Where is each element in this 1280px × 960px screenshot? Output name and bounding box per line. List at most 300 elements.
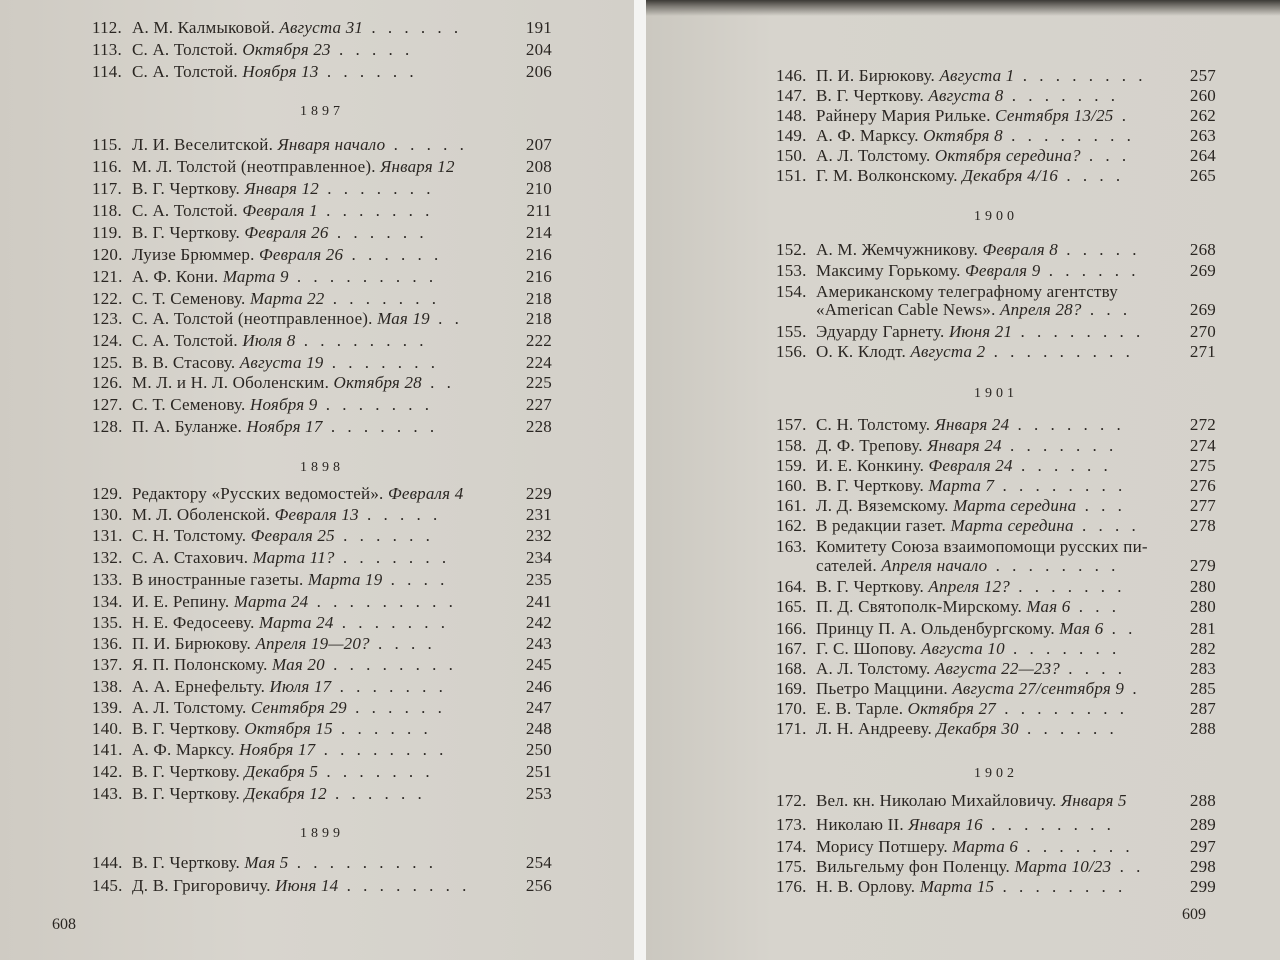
entry-page-number: 227 — [525, 395, 552, 414]
entry-number: 150. — [776, 146, 807, 165]
leader-dots: . . . . . . . — [319, 179, 435, 198]
leader-dots: . — [1113, 106, 1130, 125]
entry-text — [132, 135, 516, 155]
entry-number: 123. — [92, 309, 123, 328]
entry-number: 113. — [92, 40, 122, 59]
entry-number: 140. — [92, 719, 123, 738]
index-entry — [776, 659, 1216, 679]
entry-text — [132, 267, 516, 287]
leader-dots: . . . — [1081, 300, 1132, 319]
entry-date: Января 16 — [908, 815, 983, 834]
entry-addressee: И. Е. Репину. — [132, 592, 230, 611]
leader-dots: . . . . — [1060, 659, 1126, 678]
entry-number: 161. — [776, 496, 807, 515]
entry-page-number: 254 — [525, 853, 552, 872]
entry-page-number: 281 — [1189, 619, 1216, 638]
leader-dots: . . . . . . . . — [994, 877, 1127, 896]
right-page — [646, 0, 1280, 960]
entry-page-number: 269 — [1189, 300, 1216, 319]
index-entry — [92, 655, 552, 675]
entry-date: Января 12 — [244, 179, 320, 198]
entry-number: 131. — [92, 526, 123, 545]
entry-date: Мая 20 — [272, 655, 325, 674]
index-entry — [92, 740, 552, 760]
entry-page-number: 211 — [526, 201, 552, 220]
index-entry — [92, 876, 552, 896]
entry-number: 147. — [776, 86, 807, 105]
entry-number: 144. — [92, 853, 123, 872]
entry-date: Декабря 12 — [244, 784, 327, 803]
entry-text — [132, 40, 516, 60]
left-entries — [0, 0, 634, 960]
leader-dots: . . — [421, 373, 455, 392]
entry-page-number: 247 — [525, 698, 552, 717]
entry-date: Мая 19 — [377, 309, 430, 328]
index-entry — [92, 548, 552, 568]
index-entry — [92, 331, 552, 351]
entry-date: Февраля 26 — [259, 245, 344, 264]
leader-dots: . . . . . . . . . — [288, 853, 437, 872]
entry-text — [132, 548, 516, 568]
leader-dots: . . . . . . . — [334, 548, 451, 567]
index-entry — [92, 179, 552, 199]
index-entry — [92, 484, 552, 504]
leader-dots: . . . . — [369, 634, 436, 653]
entry-number: 175. — [776, 857, 807, 876]
entry-page-number: 257 — [1189, 66, 1216, 85]
entry-number: 154. — [776, 282, 807, 301]
entry-text — [816, 597, 1180, 617]
entry-date: Ноября 17 — [239, 740, 316, 759]
entry-date: Марта 19 — [307, 570, 383, 589]
leader-dots: . — [1124, 679, 1141, 698]
entry-text — [816, 815, 1180, 835]
leader-dots: . . . . . — [1057, 240, 1141, 259]
leader-dots: . . . . . . . — [324, 289, 440, 308]
entry-page-number: 225 — [525, 373, 552, 392]
entry-text — [816, 537, 1180, 557]
entry-number: 168. — [776, 659, 807, 678]
leader-dots: . . . . . . . . — [996, 699, 1129, 718]
entry-page-number: 234 — [525, 548, 552, 567]
entry-addressee: М. Л. и Н. Л. Оболенским. — [132, 373, 330, 392]
entry-text — [132, 677, 516, 697]
leader-dots: . . . . . . — [346, 698, 446, 717]
leader-dots: . . . . . . . — [323, 353, 440, 372]
entry-date: Марта 10/23 — [1014, 857, 1112, 876]
entry-addressee: М. Л. Толстой (неотправленное). — [132, 157, 376, 176]
entry-page-number: 191 — [525, 18, 552, 37]
page-number-right: 609 — [1182, 906, 1206, 923]
entry-number: 139. — [92, 698, 123, 717]
entry-number: 156. — [776, 342, 807, 361]
entry-addressee: А. Л. Толстому. — [816, 146, 931, 165]
entry-number: 130. — [92, 505, 123, 524]
entry-page-number: 262 — [1189, 106, 1216, 125]
leader-dots: . . . . . . . . — [324, 655, 457, 674]
entry-page-number: 280 — [1189, 577, 1216, 596]
entry-date: Февраля 26 — [244, 223, 329, 242]
index-entry — [776, 496, 1216, 516]
entry-number: 165. — [776, 597, 807, 616]
entry-number: 159. — [776, 456, 807, 475]
entry-text — [132, 655, 516, 675]
entry-number: 152. — [776, 240, 807, 259]
entry-text — [132, 179, 516, 199]
entry-date: Мая 6 — [1059, 619, 1104, 638]
entry-text — [132, 570, 516, 590]
entry-number: 170. — [776, 699, 807, 718]
entry-date: Января 24 — [934, 415, 1010, 434]
entry-page-number: 297 — [1189, 837, 1216, 856]
entry-date: Августа 1 — [939, 66, 1015, 85]
entry-text — [816, 516, 1180, 536]
entry-date: Марта середина — [953, 496, 1077, 515]
entry-page-number: 210 — [525, 179, 552, 198]
entry-page-number: 274 — [1189, 436, 1216, 455]
entry-date: Мая 5 — [244, 853, 289, 872]
entry-number: 146. — [776, 66, 807, 85]
entry-addressee: В. В. Стасову. — [132, 353, 236, 372]
entry-date: Февраля 4 — [387, 484, 464, 503]
entry-number: 128. — [92, 417, 123, 436]
entry-date: Ноября 13 — [242, 62, 319, 81]
leader-dots: . . . . . . . . — [982, 815, 1115, 834]
index-entry — [776, 415, 1216, 435]
entry-addressee: Редактору «Русских ведомостей». — [132, 484, 384, 503]
leader-dots: . . . — [1076, 496, 1126, 515]
entry-number: 169. — [776, 679, 807, 698]
leader-dots: . . . . . . . . — [295, 331, 428, 350]
leader-dots: . . . . . . — [326, 784, 426, 803]
entry-page-number: 243 — [525, 634, 552, 653]
left-page — [0, 0, 634, 960]
index-entry — [776, 261, 1216, 281]
index-entry — [776, 66, 1216, 86]
entry-text — [816, 857, 1180, 877]
leader-dots: . . . . . . . — [322, 417, 439, 436]
entry-addressee: сателей. — [816, 556, 877, 575]
entry-text — [816, 837, 1180, 857]
entry-number: 138. — [92, 677, 123, 696]
entry-number: 133. — [92, 570, 123, 589]
year-heading: 1898 — [300, 460, 344, 475]
entry-page-number: 270 — [1189, 322, 1216, 341]
entry-date: Июня 21 — [948, 322, 1013, 341]
entry-number: 142. — [92, 762, 123, 781]
index-entry — [776, 240, 1216, 260]
index-entry — [92, 223, 552, 243]
entry-date: Октября 8 — [923, 126, 1003, 145]
leader-dots: . . . . . — [385, 135, 468, 154]
entry-date: Ноября 9 — [249, 395, 318, 414]
entry-date: Июня 14 — [275, 876, 339, 895]
entry-page-number: 298 — [1189, 857, 1216, 876]
entry-text — [132, 484, 516, 504]
entry-page-number: 299 — [1189, 877, 1216, 896]
index-entry — [776, 837, 1216, 857]
entry-text — [816, 679, 1180, 699]
index-entry — [92, 62, 552, 82]
entry-text — [132, 526, 516, 546]
entry-date: Августа 2 — [910, 342, 986, 361]
leader-dots: . . . . . . . . . — [985, 342, 1134, 361]
entry-date: Октября середина? — [934, 146, 1081, 165]
entry-page-number: 276 — [1189, 476, 1216, 495]
index-entry — [92, 505, 552, 525]
entry-text — [132, 373, 516, 393]
entry-page-number: 232 — [525, 526, 552, 545]
entry-addressee: А. М. Жемчужникову. — [816, 240, 979, 259]
entry-addressee: Д. В. Григоровичу. — [132, 876, 271, 895]
entry-addressee: Пьетро Маццини. — [816, 679, 948, 698]
entry-addressee: А. А. Ернефельту. — [132, 677, 266, 696]
index-entry — [92, 135, 552, 155]
entry-addressee: Райнеру Мария Рильке. — [816, 106, 991, 125]
entry-page-number: 269 — [1189, 261, 1216, 280]
entry-number: 145. — [92, 876, 123, 895]
entry-page-number: 260 — [1189, 86, 1216, 105]
entry-addressee: В. Г. Черткову. — [132, 719, 240, 738]
entry-text — [132, 223, 516, 243]
entry-text — [816, 496, 1180, 516]
index-entry — [92, 267, 552, 287]
entry-number: 141. — [92, 740, 123, 759]
entry-number: 174. — [776, 837, 807, 856]
entry-text — [132, 505, 516, 525]
entry-text — [132, 245, 516, 265]
entry-date: Мая 6 — [1026, 597, 1071, 616]
entry-text — [816, 86, 1180, 106]
entry-date: Апреля 19—20? — [255, 634, 370, 653]
entry-addressee: С. А. Толстой. — [132, 201, 238, 220]
leader-dots: . . . . . . . — [317, 201, 434, 220]
entry-page-number: 208 — [525, 157, 552, 176]
entry-number: 164. — [776, 577, 807, 596]
entry-number: 172. — [776, 791, 807, 810]
entry-text — [816, 436, 1180, 456]
entry-addressee: А. Ф. Кони. — [132, 267, 219, 286]
leader-dots: . . . . . . — [332, 719, 432, 738]
leader-dots: . . . . . . — [318, 62, 418, 81]
entry-addressee: С. Т. Семенову. — [132, 395, 246, 414]
leader-dots: . . . — [1080, 146, 1131, 165]
entry-text — [816, 877, 1180, 897]
entry-date: Сентября 29 — [250, 698, 347, 717]
entry-addressee: В. Г. Черткову. — [816, 577, 924, 596]
entry-date: Ноября 17 — [246, 417, 323, 436]
entry-page-number: 206 — [525, 62, 552, 81]
leader-dots: . . — [1111, 857, 1145, 876]
entry-number: 124. — [92, 331, 123, 350]
entry-text — [132, 719, 516, 739]
entry-addressee: А. М. Калмыковой. — [132, 18, 275, 37]
entry-number: 120. — [92, 245, 123, 264]
entry-addressee: И. Е. Конкину. — [816, 456, 925, 475]
entry-page-number: 204 — [525, 40, 552, 59]
leader-dots: . . . . . . — [328, 223, 428, 242]
index-entry — [92, 570, 552, 590]
index-entry — [776, 456, 1216, 476]
index-entry — [776, 597, 1216, 617]
leader-dots: . . . . . — [330, 40, 414, 59]
index-entry — [776, 639, 1216, 659]
entry-number: 148. — [776, 106, 807, 125]
entry-number: 122. — [92, 289, 123, 308]
entry-number: 134. — [92, 592, 123, 611]
leader-dots: . . . . . . . . — [1012, 322, 1145, 341]
entry-date: Апреля 28? — [1000, 300, 1082, 319]
entry-text — [132, 613, 516, 633]
index-entry — [92, 719, 552, 739]
entry-addressee: А. Л. Толстому. — [132, 698, 247, 717]
entry-page-number: 283 — [1189, 659, 1216, 678]
entry-page-number: 229 — [525, 484, 552, 503]
index-entry — [92, 526, 552, 546]
right-entries — [646, 0, 1280, 960]
entry-addressee: П. Д. Святополк-Мирскому. — [816, 597, 1022, 616]
entry-page-number: 231 — [525, 505, 552, 524]
index-entry — [776, 476, 1216, 496]
index-entry — [92, 289, 552, 309]
entry-number: 157. — [776, 415, 807, 434]
entry-number: 118. — [92, 201, 122, 220]
leader-dots: . . . . . — [358, 505, 442, 524]
entry-date: Марта 24 — [258, 613, 334, 632]
index-entry — [92, 40, 552, 60]
entry-page-number: 250 — [525, 740, 552, 759]
entry-number: 162. — [776, 516, 807, 535]
index-entry — [776, 166, 1216, 186]
entry-number: 135. — [92, 613, 123, 632]
leader-dots: . . . . . . . — [1018, 837, 1134, 856]
index-entry — [92, 417, 552, 437]
entry-addressee: С. А. Толстой. — [132, 40, 238, 59]
entry-text — [816, 342, 1180, 362]
entry-addressee: Морису Потшеру. — [816, 837, 948, 856]
page-top-shadow — [646, 0, 1280, 16]
entry-text — [816, 66, 1180, 86]
entry-page-number: 245 — [525, 655, 552, 674]
entry-number: 171. — [776, 719, 807, 738]
entry-number: 129. — [92, 484, 123, 503]
entry-page-number: 248 — [525, 719, 552, 738]
entry-text — [132, 18, 516, 38]
entry-date: Октября 23 — [242, 40, 331, 59]
entry-date: Марта середина — [950, 516, 1074, 535]
entry-page-number: 246 — [525, 677, 552, 696]
index-entry — [92, 157, 552, 177]
entry-text — [132, 853, 516, 873]
index-entry — [776, 86, 1216, 106]
entry-number: 112. — [92, 18, 122, 37]
entry-date: Февраля 25 — [250, 526, 335, 545]
entry-text — [132, 417, 516, 437]
index-entry — [776, 815, 1216, 835]
leader-dots: . . . . — [382, 570, 449, 589]
entry-number: 160. — [776, 476, 807, 495]
entry-date: Января 12 — [380, 157, 455, 176]
entry-text — [816, 456, 1180, 476]
entry-text — [816, 146, 1180, 166]
entry-text — [132, 331, 516, 351]
entry-number: 137. — [92, 655, 123, 674]
leader-dots: . . . . . . . . . — [308, 592, 457, 611]
entry-date: Марта 22 — [249, 289, 325, 308]
entry-addressee: В. Г. Черткову. — [132, 762, 240, 781]
entry-number: 119. — [92, 223, 122, 242]
entry-number: 166. — [776, 619, 807, 638]
entry-page-number: 251 — [525, 762, 552, 781]
entry-number: 173. — [776, 815, 807, 834]
year-heading: 1900 — [974, 209, 1018, 224]
entry-addressee: О. К. Клодт. — [816, 342, 906, 361]
entry-date: Марта 6 — [952, 837, 1019, 856]
leader-dots: . . . . . . . — [1004, 639, 1121, 658]
entry-page-number: 265 — [1189, 166, 1216, 185]
entry-page-number: 275 — [1189, 456, 1216, 475]
leader-dots: . . . . . . — [363, 18, 463, 37]
entry-text — [132, 784, 516, 804]
entry-date: Октября 27 — [907, 699, 997, 718]
entry-addressee: Вел. кн. Николаю Михайловичу. — [816, 791, 1057, 810]
entry-date: Февраля 13 — [274, 505, 359, 524]
entry-addressee: А. Ф. Марксу. — [816, 126, 919, 145]
entry-addressee: М. Л. Оболенской. — [132, 505, 271, 524]
entry-date: Апреля 12? — [928, 577, 1010, 596]
entry-addressee: В. Г. Черткову. — [132, 223, 240, 242]
entry-addressee: С. А. Стахович. — [132, 548, 249, 567]
entry-text — [132, 876, 516, 896]
entry-date: Февраля 1 — [242, 201, 318, 220]
entry-page-number: 241 — [525, 592, 552, 611]
entry-date: Февраля 8 — [982, 240, 1058, 259]
entry-text — [816, 240, 1180, 260]
entry-addressee: Д. Ф. Трепову. — [816, 436, 923, 455]
entry-number: 151. — [776, 166, 807, 185]
leader-dots: . . . . . . . — [1009, 415, 1125, 434]
leader-dots: . . . . . . . — [1003, 86, 1119, 105]
entry-addressee: А. Ф. Марксу. — [132, 740, 235, 759]
entry-text — [816, 282, 1180, 302]
entry-number: 127. — [92, 395, 123, 414]
year-heading: 1901 — [974, 386, 1018, 401]
entry-text — [132, 353, 516, 373]
entry-text — [816, 556, 1180, 576]
entry-addressee: П. И. Бирюкову. — [816, 66, 936, 85]
index-entry — [776, 282, 1216, 302]
entry-text — [816, 126, 1180, 146]
entry-text — [132, 634, 516, 654]
entry-date: Декабря 4/16 — [962, 166, 1059, 185]
leader-dots: . . . . . . . — [317, 395, 434, 414]
entry-date: Августа 31 — [279, 18, 364, 37]
entry-page-number: 285 — [1189, 679, 1216, 698]
entry-page-number: 289 — [1189, 815, 1216, 834]
entry-addressee: Вильгельму фон Поленцу. — [816, 857, 1010, 876]
entry-text — [132, 698, 516, 718]
entry-page-number: 272 — [1189, 415, 1216, 434]
entry-addressee: В. Г. Черткову. — [816, 86, 924, 105]
index-entry — [92, 613, 552, 633]
entry-text — [816, 300, 1180, 320]
leader-dots: . . . . . . . . — [1014, 66, 1147, 85]
entry-addressee: «American Cable News». — [816, 300, 996, 319]
entry-addressee: Н. Е. Федосееву. — [132, 613, 255, 632]
entry-page-number: 288 — [1189, 791, 1216, 810]
entry-addressee: Николаю II. — [816, 815, 904, 834]
entry-number: 114. — [92, 62, 122, 81]
